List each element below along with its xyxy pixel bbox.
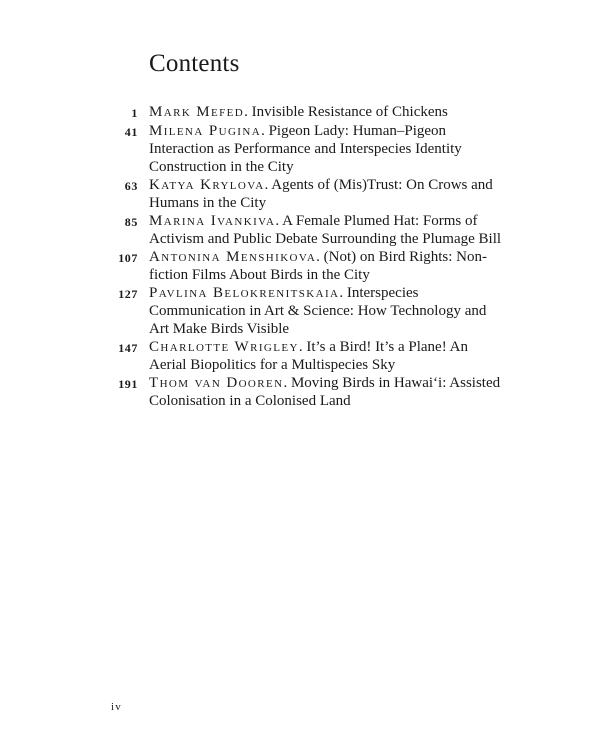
toc-entry[interactable]: [100, 374, 520, 410]
toc-author: Katya Krylova: [149, 177, 265, 193]
page-folio: iv: [111, 701, 122, 713]
toc-entry-text: Thom van Dooren. Moving Birds in Hawai‘i: Assisted Colonisation in a Colonised Land: [149, 375, 501, 409]
toc-page-number: 41: [124, 125, 138, 139]
toc-title: It’s a Bird! It’s a Plane! An Aerial Biopolitics for a Multispecies Sky: [149, 339, 468, 373]
page-title: Contents: [149, 50, 240, 77]
toc-title: Moving Birds in Hawai‘i: Assisted Colonisation in a Colonised Land: [149, 375, 501, 409]
toc-title: Pigeon Lady: Human–Pigeon Interaction as Performance and Interspecies Identity Construction in the City: [149, 123, 462, 175]
toc-page-number: 1: [131, 106, 138, 120]
toc-title: A Female Plumed Hat: Forms of Activism and Public Debate Surrounding the Plumage Bill: [149, 213, 502, 247]
toc-title: Invisible Resistance of Chickens: [251, 104, 448, 120]
toc-entry-text: Marina Ivankiva. A Female Plumed Hat: Forms of Activism and Public Debate Surrounding the Plumage Bill: [149, 213, 502, 247]
toc-page-number: 191: [118, 377, 138, 391]
toc-title: Agents of (Mis)Trust: On Crows and Humans in the City: [149, 177, 493, 211]
toc-author: Milena Pugina: [149, 123, 262, 139]
toc-entry-text: Pavlina Belokrenitskaia. Interspecies Communication in Art & Science: How Technology and Art Make Birds Visible: [149, 285, 487, 337]
toc-page-number: 63: [124, 179, 138, 193]
toc-entry-text: Antonina Menshikova. (Not) on Bird Rights: Non-fiction Films About Birds in the City: [149, 249, 488, 283]
toc-author: Thom van Dooren: [149, 375, 284, 391]
toc-entry-text: Charlotte Wrigley. It’s a Bird! It’s a Plane! An Aerial Biopolitics for a Multispecies Sky: [149, 339, 468, 373]
toc-title: Interspecies Communication in Art & Science: How Technology and Art Make Birds Visible: [149, 285, 487, 337]
toc-author: Pavlina Belokrenitskaia: [149, 285, 340, 301]
table-of-contents: [100, 103, 520, 410]
toc-entry[interactable]: [100, 284, 520, 338]
toc-entry-text: Mark Mefed. Invisible Resistance of Chickens: [149, 104, 448, 120]
toc-page-number: 85: [124, 215, 138, 229]
toc-title: (Not) on Bird Rights: Non-fiction Films About Birds in the City: [149, 249, 488, 283]
toc-entry-text: Katya Krylova. Agents of (Mis)Trust: On Crows and Humans in the City: [149, 177, 493, 211]
toc-page-number: 127: [118, 287, 138, 301]
toc-page-number: 147: [118, 341, 138, 355]
toc-entry[interactable]: [100, 212, 520, 248]
toc-entry[interactable]: [100, 122, 520, 176]
toc-author: Antonina Menshikova: [149, 249, 317, 265]
toc-entry[interactable]: [100, 338, 520, 374]
toc-entry[interactable]: [100, 176, 520, 212]
toc-page-number: 107: [118, 251, 138, 265]
toc-author: Mark Mefed: [149, 104, 245, 120]
toc-entry[interactable]: [100, 103, 520, 122]
toc-author: Charlotte Wrigley: [149, 339, 299, 355]
toc-author: Marina Ivankiva: [149, 213, 276, 229]
toc-entry[interactable]: [100, 248, 520, 284]
toc-entry-text: Milena Pugina. Pigeon Lady: Human–Pigeon Interaction as Performance and Interspecies Identity Construction in the City: [149, 123, 462, 175]
